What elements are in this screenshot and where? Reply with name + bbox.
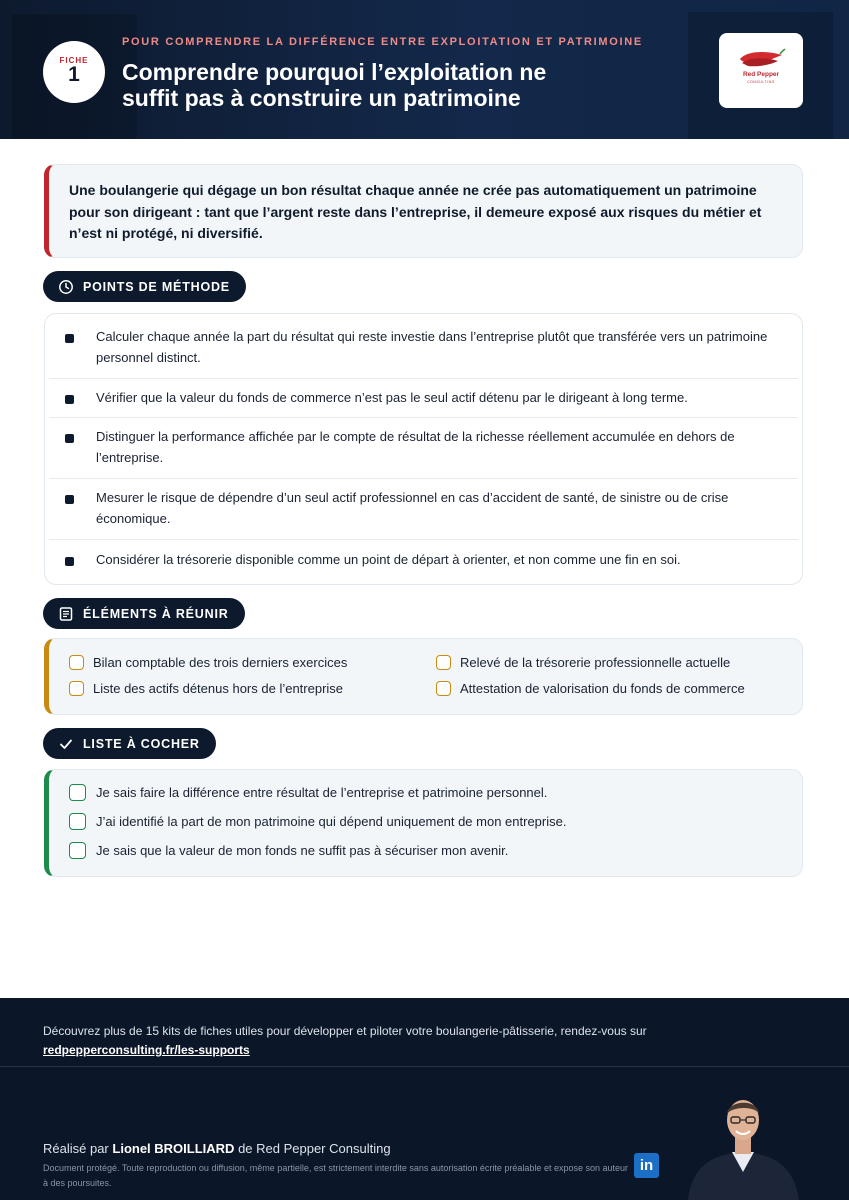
- document-icon: [58, 606, 74, 622]
- list-item: [49, 379, 798, 418]
- checklist-label: Je sais faire la différence entre résultat de l’entreprise et patrimoine personnel.: [96, 785, 548, 800]
- square-bullet-icon: [65, 395, 74, 404]
- section-label-method: POINTS DE MÉTHODE: [83, 279, 230, 294]
- method-point-text: Distinguer la performance affichée par le compte de résultat de la richesse réellement accumulée en dehors de l’entreprise.: [96, 429, 735, 465]
- checkbox[interactable]: [69, 681, 84, 696]
- title-line-2: suffit pas à construire un patrimoine: [122, 85, 521, 111]
- red-pepper-logo: [719, 33, 803, 108]
- element-label: Relevé de la trésorerie professionnelle actuelle: [460, 655, 731, 670]
- list-item: [49, 314, 798, 379]
- method-point-text: Considérer la trésorerie disponible comme un point de départ à orienter, et non comme une fin en soi.: [96, 552, 681, 567]
- element-item[interactable]: [69, 655, 347, 670]
- promo-link[interactable]: redpepperconsulting.fr/les-supports: [43, 1043, 250, 1057]
- section-pill-method: [43, 271, 246, 302]
- element-label: Bilan comptable des trois derniers exercices: [93, 655, 348, 670]
- method-point-text: Calculer chaque année la part du résultat qui reste investie dans l’entreprise plutôt que transférée vers un patrimoine personnel distinct.: [96, 329, 768, 365]
- legal-notice: Document protégé. Toute reproduction ou diffusion, même partielle, est strictement interdite sans autorisation écrite préalable et expose son auteur à des poursuites.: [43, 1163, 628, 1188]
- checkbox[interactable]: [436, 655, 451, 670]
- elements-box: [44, 638, 803, 715]
- checkbox[interactable]: [69, 813, 86, 830]
- checkbox[interactable]: [436, 681, 451, 696]
- checkbox[interactable]: [69, 784, 86, 801]
- fiche-number: 1: [68, 63, 80, 86]
- page-header: [0, 0, 849, 139]
- checkbox[interactable]: [69, 842, 86, 859]
- list-item: [49, 479, 798, 540]
- method-point-text: Mesurer le risque de dépendre d’un seul actif professionnel en cas d’accident de santé, de sinistre ou de crise économique.: [96, 490, 729, 526]
- author-prefix: Réalisé par: [43, 1141, 109, 1156]
- square-bullet-icon: [65, 434, 74, 443]
- clock-icon: [58, 279, 74, 295]
- element-label: Liste des actifs détenus hors de l’entreprise: [93, 681, 344, 696]
- intro-callout: [44, 164, 803, 258]
- promo-text: Découvrez plus de 15 kits de fiches utiles pour développer et piloter votre boulangerie-pâtisserie, rendez-vous sur: [43, 1024, 647, 1038]
- logo-brand: Red Pepper: [742, 71, 780, 78]
- checklist-label: J’ai identifié la part de mon patrimoine qui dépend uniquement de mon entreprise.: [96, 814, 567, 829]
- element-item[interactable]: [436, 681, 745, 696]
- page-title: [122, 59, 642, 111]
- checkbox[interactable]: [69, 655, 84, 670]
- checklist-item[interactable]: [69, 842, 508, 859]
- checklist-label: Je sais que la valeur de mon fonds ne suffit pas à sécuriser mon avenir.: [96, 843, 509, 858]
- author-suffix: de Red Pepper Consulting: [238, 1141, 391, 1156]
- fiche-badge: [43, 41, 105, 103]
- logo-sub: CONSULTING: [747, 80, 775, 84]
- list-item: [49, 418, 798, 479]
- intro-text: Une boulangerie qui dégage un bon résultat chaque année ne crée pas automatiquement un patrimoine pour son dirigeant : tant que l’argent reste dans l’entreprise, il demeure exposé aux risques du métier et n’est ni protégé, ni diversifié.: [69, 182, 762, 241]
- linkedin-icon[interactable]: in: [634, 1153, 659, 1178]
- author-portrait: [686, 1086, 801, 1200]
- page-footer: [0, 998, 849, 1200]
- fiche-label: FICHE: [59, 56, 89, 65]
- square-bullet-icon: [65, 557, 74, 566]
- section-label-checklist: LISTE À COCHER: [83, 736, 200, 751]
- method-point-text: Vérifier que la valeur du fonds de commerce n’est pas le seul actif détenu par le dirigeant à long terme.: [96, 390, 688, 405]
- section-pill-checklist: [43, 728, 216, 759]
- element-item[interactable]: [69, 681, 343, 696]
- section-label-elements: ÉLÉMENTS À RÉUNIR: [83, 606, 229, 621]
- author-name: Lionel BROILLIARD: [112, 1141, 235, 1156]
- list-item: [49, 540, 798, 584]
- method-list: [44, 313, 803, 585]
- footer-divider: [0, 1066, 849, 1067]
- square-bullet-icon: [65, 495, 74, 504]
- element-item[interactable]: [436, 655, 730, 670]
- check-icon: [58, 736, 74, 752]
- section-pill-elements: [43, 598, 245, 629]
- footer-promo: [43, 1022, 647, 1060]
- header-kicker: POUR COMPRENDRE LA DIFFÉRENCE ENTRE EXPLOITATION ET PATRIMOINE: [122, 36, 643, 48]
- pepper-icon: [736, 47, 786, 69]
- checklist-item[interactable]: [69, 784, 547, 801]
- author-credit: [43, 1141, 391, 1156]
- checklist-item[interactable]: [69, 813, 566, 830]
- title-line-1: Comprendre pourquoi l’exploitation ne: [122, 59, 547, 85]
- element-label: Attestation de valorisation du fonds de commerce: [460, 681, 745, 696]
- square-bullet-icon: [65, 334, 74, 343]
- checklist-box: [44, 769, 803, 877]
